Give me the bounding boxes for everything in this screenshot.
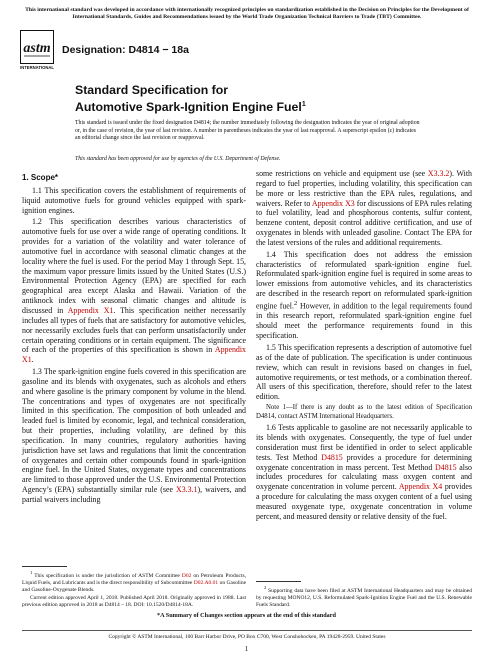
section-1-2: 1.2 This specification describes various characteristics of automotive fuels for use over a wide range of operating conditions. It provides for a variation of the volatility and water tolerance of automotive fuel in accordance with seasonal climatic changes at the locality where the fuel is used. For the period May 1 through Sept. 15, the maximum vapor pressure limits issued by the United States (U.S.) Environmental Protection Agency (EPA) are specified for each geographical area except Alaska and Hawaii. Variation of the antiknock index with seasonal climatic changes and altitude is discussed in Appendix X1. This specification neither necessarily includes all types of fuels that are satisfactory for automotive vehicles, nor necessarily excludes fuels that can perform unsatisfactorily under certain operating conditions or in certain equipment. The significance of each of the properties of this specification is shown in Appendix X1.	[22, 217, 246, 365]
appendix-x3-link[interactable]: Appendix X3	[311, 198, 355, 208]
footnotes-left	[22, 569, 246, 610]
title-line-2-text: Automotive Spark-Ignition Engine Fuel	[75, 99, 302, 114]
subcommittee-link[interactable]: D02.A0.01	[193, 579, 219, 586]
x3-3-2-link[interactable]: X3.3.2	[427, 169, 450, 178]
footnote-rule-left	[22, 566, 67, 567]
right-column	[256, 169, 472, 524]
copyright-line: Copyright © ASTM International, 100 Barr Harbor Drive, PO Box C700, West Conshohocken, PA 19428-2959. United States	[22, 630, 472, 640]
appendix-x4-link[interactable]: Appendix X4	[398, 482, 443, 492]
section-1-3-continued: some restrictions on vehicle and equipment use (see X3.3.2). With regard to fuel properties, including volatility, this specification can be more or less restrictive than the EPA rules, regulations, and waivers. Refer to Appendix X3 for discussions of EPA rules relating to fuel volatility, lead and phosphorous contents, sulfur content, benzene content, deposit control additive certification, and use of oxygenates in blends with unleaded gasoline. Contact The EPA for the latest versions of the rules and additional requirements.	[256, 169, 472, 247]
appendix-x1-link[interactable]: Appendix X1	[67, 305, 114, 315]
x3-3-1-link[interactable]: X3.3.1	[176, 485, 198, 495]
section-1-3: 1.3 The spark-ignition engine fuels covered in this specification are gasoline and its blends with oxygenates, such as alcohols and ethers and where gasoline is the primary component by volume in the blend. The concentrations and types of oxygenates are not specifically limited in this specification. The composition of both unleaded and leaded fuel is limited by economic, legal, and technical consideration, but their properties, including volatility, are defined by this specification. In many countries, regulatory authorities having jurisdiction have set laws and regulations that limit the concentration of oxygenates and certain other compounds found in spark-ignition engine fuel. In the United States, oxygenate types and concentrations are limited to those approved under the U.S. Environmental Protection Agency’s (EPA) substantially similar rule (see X3.3.1), waivers, and partial waivers including	[22, 367, 246, 504]
footnote-1: $^1$ This specification is under the jurisdiction of ASTM Committee D02 on Petroleum Products, Liquid Fuels, and Lubricants and is the direct responsibility of Subcommittee D02.A0.01 on Gasoline and Gasoline-Oxygenate Blends.	[22, 570, 247, 594]
summary-of-changes-note: *A Summary of Changes section appears at the end of this standard	[157, 612, 336, 619]
section-1-1: 1.1 This specification covers the establishment of requirements of liquid automotive fuels for ground vehicles equipped with spark-ignition engines.	[22, 185, 246, 215]
scope-heading: 1. Scope*	[22, 173, 59, 182]
standard-title	[75, 83, 306, 114]
footnote-rule-right	[256, 581, 301, 582]
section-1-6: 1.6 Tests applicable to gasoline are not necessarily applicable to its blends with oxygenates. Consequently, the type of fuel under consideration must first be identified in order to select applicable tests. Test Method D4815 provides a procedure for determining oxygenate concentration in mass percent. Test Method D4815 also includes procedures for calculating mass oxygen content and oxygenate concentration in volume percent. Appendix X4 provides a procedure for calculating the mass oxygen content of a fuel using measured oxygenate type, oxygenate concentration in volume percent, and measured density or relative density of the fuel.	[256, 423, 472, 521]
d4815-link[interactable]: D4815	[321, 452, 343, 462]
d4815-link-2[interactable]: D4815	[435, 462, 457, 472]
edition-note: Current edition approved April 1, 2018. Published April 2018. Originally approved in 1988. Last previous edition approved in 2018 as D4814 – 18. DOI: 10.1520/D4814-18A.	[22, 595, 246, 609]
svg-text:astm: astm	[23, 41, 51, 56]
appendix-x1-link-2[interactable]: Appendix X1	[22, 345, 246, 365]
section-1-5: 1.5 This specification represents a description of automotive fuel as of the date of publication. The specification is under continuous review, which can result in revisions based on changes in fuel, automotive requirements, or test methods, or a combination thereof. All users of this specification, therefore, should refer to the latest edition.	[256, 342, 472, 402]
standard-issuance-note: This standard is issued under the fixed designation D4814; the number immediately following the designation indicates the year of original adoption or, in the case of revision, the year of last revision. A number in parentheses indicates the year of last reapproval. A superscript epsilon (ε) indicates an editorial change since the last revision or reapproval.	[75, 120, 420, 142]
note-1: Note 1—If there is any doubt as to the latest edition of Specification D4814, contact ASTM International Headquarters.	[256, 404, 472, 420]
committee-d02-link[interactable]: D02	[181, 572, 192, 579]
title-line-2	[75, 98, 306, 115]
footnote-2: $^2$ Supporting data have been filed at ASTM International Headquarters and may be obtained by requesting MONO12, U.S. Reformulated Spark-Ignition Engine Fuel and the U.S. Renewable Fuels Standard.	[256, 585, 472, 609]
title-footnote-marker: 1	[301, 100, 306, 108]
page-number: 1	[244, 645, 249, 653]
footnotes-right	[256, 584, 472, 610]
astm-logo-icon	[20, 30, 54, 70]
left-column	[22, 171, 246, 507]
title-line-1: Standard Specification for	[75, 83, 229, 97]
logo-text: INTERNATIONAL	[20, 65, 54, 70]
dod-approval-note: This standard has been approved for use by agencies of the U.S. Department of Defense.	[75, 156, 281, 162]
wto-notice: This international standard was developed in accordance with internationally recognized principles on standardization established in the Decision on Principles for the Development of International Standards, Guides and Recommendations issued by the World Trade Organization Technical Barriers to Trade (TBT) Committee.	[25, 7, 469, 20]
section-1-4: 1.4 This specification does not address the emission characteristics of reformulated spark-ignition engine fuel. Reformulated spark-ignition engine fuel is required in some areas to lower emissions from automotive vehicles, and its characteristics are described in the research report on reformulated spark-ignition engine fuel.$^2$ However, in addition to the legal requirements found in this research report, reformulated spark-ignition engine fuel should meet the performance requirements found in this specification.	[256, 249, 472, 341]
designation: Designation: D4814 − 18a	[62, 44, 189, 56]
